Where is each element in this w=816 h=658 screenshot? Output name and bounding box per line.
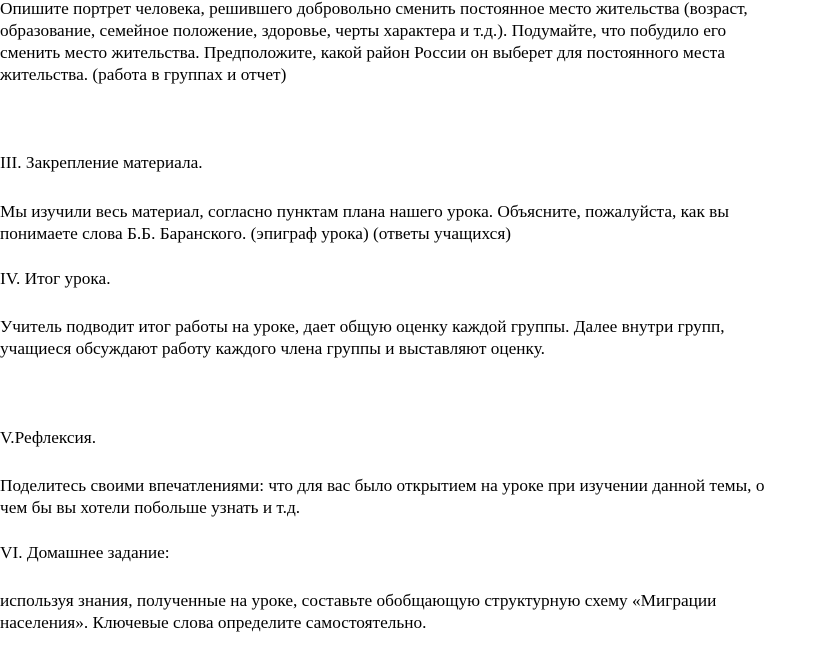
text-line: учащиеся обсуждают работу каждого члена группы и выставляют оценку. (0, 339, 545, 358)
text-line: Поделитесь своими впечатлениями: что для вас было открытием на уроке при изучении данной темы, о (0, 476, 765, 495)
text-line: Учитель подводит итог работы на уроке, дает общую оценку каждой группы. Далее внутри групп, (0, 317, 725, 336)
text-line: Мы изучили весь материал, согласно пунктам плана нашего урока. Объясните, пожалуйста, как вы (0, 202, 729, 221)
text-line: сменить место жительства. Предположите, какой район России он выберет для постоянного места (0, 43, 726, 62)
section-heading-iii: III. Закрепление материала. (0, 153, 203, 172)
section-heading-iv: IV. Итог урока. (0, 269, 111, 288)
text-line: понимаете слова Б.Б. Баранского. (эпиграф урока) (ответы учащихся) (0, 224, 512, 243)
section-heading-vi: VI. Домашнее задание: (0, 543, 170, 562)
text-line: используя знания, полученные на уроке, составьте обобщающую структурную схему «Миграции (0, 591, 717, 610)
text-line: образование, семейное положение, здоровье, черты характера и т.д.). Подумайте, что побудило его (0, 21, 727, 40)
text-line: населения». Ключевые слова определите самостоятельно. (0, 613, 427, 632)
text-line: чем бы вы хотели побольше узнать и т.д. (0, 498, 301, 517)
section-heading-v: V.Рефлексия. (0, 428, 97, 447)
text-line: жительства. (работа в группах и отчет) (0, 65, 287, 84)
text-line: Опишите портрет человека, решившего добровольно сменить постоянное место жительства (возраст, (0, 0, 748, 18)
